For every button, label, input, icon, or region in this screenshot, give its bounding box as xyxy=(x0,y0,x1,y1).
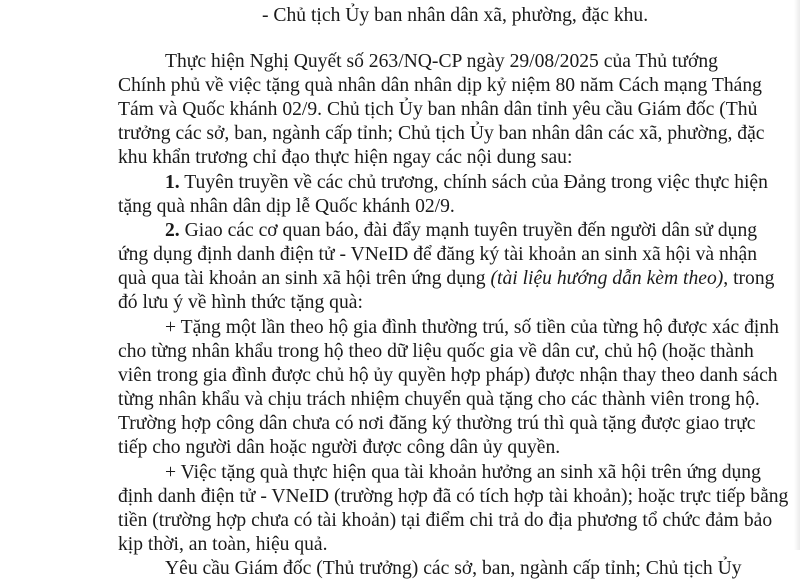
item-2-italic-note: (tài liệu hướng dẫn kèm theo) xyxy=(490,268,724,289)
bullet-1-line: tiếp cho người dân hoặc người được công dân ủy quyền. xyxy=(118,437,561,458)
item-1-number: 1. xyxy=(165,172,180,193)
item-2-text: Giao các cơ quan báo, đài đẩy mạnh tuyên truyền đến người dân sử dụng xyxy=(184,220,758,241)
bullet-1-line: + Tặng một lần theo hộ gia đình thường trú, số tiền của từng hộ được xác định xyxy=(165,317,779,338)
bullet-1-line: cho từng nhân khẩu trong hộ theo dữ liệu quốc gia về dân cư, chủ hộ (hoặc thành xyxy=(118,341,754,362)
intro-line: Chính phủ về việc tặng quà nhân dân nhân dịp kỷ niệm 80 năm Cách mạng Tháng xyxy=(118,75,762,96)
item-2-number: 2. xyxy=(165,220,180,241)
bullet-2-line: định danh điện tử - VNeID (trường hợp đã có tích hợp tài khoản); hoặc trực tiếp bằng xyxy=(118,486,789,507)
intro-line: trưởng các sở, ban, ngành cấp tỉnh; Chủ tịch Ủy ban nhân dân các xã, phường, đặc xyxy=(118,123,765,144)
item-2-text-after: , trong xyxy=(723,268,775,289)
item-2-line: ứng dụng định danh điện tử - VNeID để đăng ký tài khoản an sinh xã hội và nhận xyxy=(118,244,758,265)
bullet-2-line: + Việc tặng quà thực hiện qua tài khoản hưởng an sinh xã hội trên ứng dụng xyxy=(165,462,761,483)
item-2-line xyxy=(165,219,757,243)
item-1-line xyxy=(165,171,768,195)
intro-line: khu khẩn trương chỉ đạo thực hiện ngay các nội dung sau: xyxy=(118,147,573,168)
item-2-line: đó lưu ý về hình thức tặng quà: xyxy=(118,292,363,313)
bullet-2-line: kịp thời, an toàn, hiệu quả. xyxy=(118,534,328,555)
recipient-line: - Chủ tịch Ủy ban nhân dân xã, phường, đặc khu. xyxy=(262,5,649,26)
bullet-1-line: từng nhân khẩu và chịu trách nhiệm chuyển quà tặng cho các thành viên trong hộ. xyxy=(118,389,760,410)
cut-off-line: Yêu cầu Giám đốc (Thủ trưởng) các sở, ban, ngành cấp tỉnh; Chủ tịch Ủy xyxy=(165,558,742,579)
bullet-2-line: tiền (trường hợp chưa có tài khoản) tại điểm chi trả do địa phương tổ chức đảm bảo xyxy=(118,510,773,531)
item-1-line: tặng quà nhân dân dịp lễ Quốc khánh 02/9. xyxy=(118,196,455,217)
bullet-1-line: Trường hợp công dân chưa có nơi đăng ký thường trú thì quà tặng được giao trực xyxy=(118,413,756,434)
intro-line: Tám và Quốc khánh 02/9. Chủ tịch Ủy ban nhân dân tỉnh yêu cầu Giám đốc (Thủ xyxy=(118,99,758,120)
intro-line: Thực hiện Nghị Quyết số 263/NQ-CP ngày 29/08/2025 của Thủ tướng xyxy=(165,51,718,72)
bullet-1-line: viên trong gia đình được chủ hộ ủy quyền hợp pháp) được nhận thay theo danh sách xyxy=(118,365,778,386)
item-1-text: Tuyên truyền về các chủ trương, chính sách của Đảng trong việc thực hiện xyxy=(184,172,768,193)
item-2-text-before: quà qua tài khoản an sinh xã hội trên ứng dụng xyxy=(118,268,491,289)
page-edge-shadow xyxy=(794,0,800,550)
item-2-line xyxy=(118,267,774,291)
